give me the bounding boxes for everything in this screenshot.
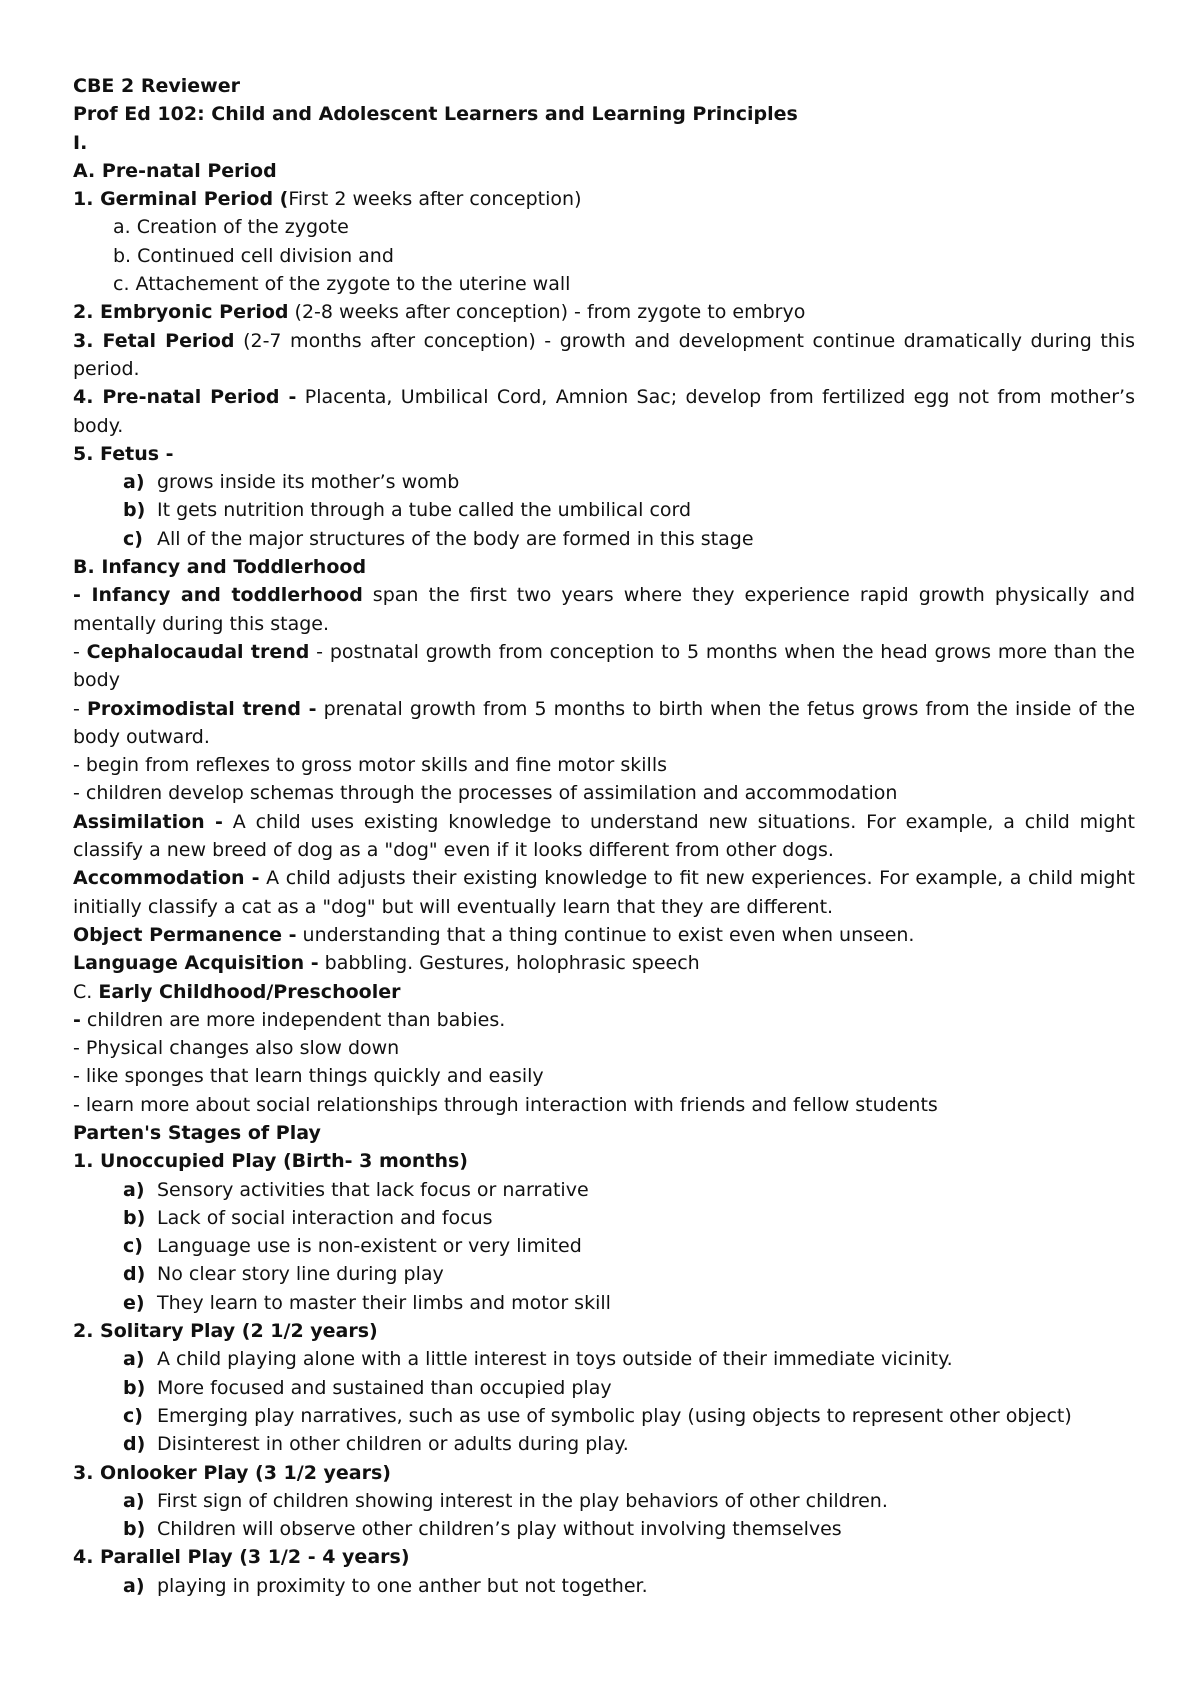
parten-stages bbox=[73, 1147, 1135, 1600]
item-text: Disinterest in other children or adults during play. bbox=[157, 1433, 629, 1456]
accommodation-paragraph bbox=[73, 864, 1135, 921]
assimilation-desc: A child uses existing knowledge to understand new situations. For example, a child might classify a new breed of dog as a "dog" even if it looks different from other dogs. bbox=[73, 810, 1135, 862]
germinal-item: c. Attachement of the zygote to the uterine wall bbox=[113, 273, 571, 296]
item-label: c) bbox=[123, 1404, 143, 1427]
item-label: c) bbox=[123, 527, 143, 550]
proximodistal-desc: prenatal growth from 5 months to birth when the fetus grows from the inside of the body outward. bbox=[73, 697, 1136, 748]
language-acquisition-term: Language Acquisition - bbox=[73, 952, 319, 975]
germinal-term: Germinal Period ( bbox=[100, 188, 289, 211]
stage-heading: 1. Unoccupied Play (Birth- 3 months) bbox=[73, 1150, 468, 1173]
germinal-desc: First 2 weeks after conception) bbox=[288, 188, 582, 211]
preschool-desc: children are more independent than babies. bbox=[80, 1008, 506, 1031]
item-label: a) bbox=[123, 1574, 145, 1597]
item-text: First sign of children showing interest in the play behaviors of other children. bbox=[157, 1489, 888, 1512]
item-text: Language use is non-existent or very limited bbox=[157, 1235, 582, 1258]
item-text: Lack of social interaction and focus bbox=[157, 1206, 493, 1229]
item-text: Emerging play narratives, such as use of symbolic play (using objects to represent other object) bbox=[157, 1404, 1072, 1427]
item-text: playing in proximity to one anther but not together. bbox=[157, 1574, 648, 1597]
item-label: c) bbox=[123, 1235, 143, 1258]
embryonic-desc: (2-8 weeks after conception) - from zygote to embryo bbox=[288, 301, 806, 324]
prenatal-desc: Placenta, Umbilical Cord, Amnion Sac; develop from fertilized egg not from mother’s body. bbox=[73, 386, 1135, 437]
fetal-term: 3. Fetal Period bbox=[73, 329, 235, 352]
fetus-item bbox=[73, 496, 1135, 524]
stage-item bbox=[73, 1572, 1135, 1600]
cephalocaudal-term: Cephalocaudal trend bbox=[86, 640, 310, 663]
stage-item bbox=[73, 1289, 1135, 1317]
item-label: a) bbox=[123, 1178, 145, 1201]
object-permanence-line bbox=[73, 921, 1135, 949]
item-text: Children will observe other children’s play without involving themselves bbox=[157, 1518, 842, 1541]
stage-item bbox=[73, 1232, 1135, 1260]
reflexes-line: - begin from reflexes to gross motor skills and fine motor skills bbox=[73, 754, 668, 777]
prenatal-period bbox=[73, 383, 1135, 440]
stage-item bbox=[73, 1260, 1135, 1288]
section-c-title bbox=[73, 978, 1135, 1006]
language-acquisition-line bbox=[73, 949, 1135, 977]
object-permanence-desc: understanding that a thing continue to exist even when unseen. bbox=[296, 923, 915, 946]
schemas-line: - children develop schemas through the processes of assimilation and accommodation bbox=[73, 782, 898, 805]
stage-item bbox=[73, 1374, 1135, 1402]
section-c-letter: C. bbox=[73, 980, 99, 1003]
preschool-line: - like sponges that learn things quickly and easily bbox=[73, 1065, 544, 1088]
infancy-paragraph bbox=[73, 581, 1135, 638]
fetal-period bbox=[73, 327, 1135, 384]
stage-item bbox=[73, 1345, 1135, 1373]
preschool-line bbox=[73, 1006, 1135, 1034]
embryonic-period bbox=[73, 298, 1135, 326]
germinal-item: b. Continued cell division and bbox=[113, 244, 394, 267]
infancy-term: - Infancy and toddlerhood bbox=[73, 584, 363, 607]
stage-item bbox=[73, 1402, 1135, 1430]
stage-heading: 4. Parallel Play (3 1/2 - 4 years) bbox=[73, 1546, 410, 1569]
cephalocaudal-desc: - postnatal growth from conception to 5 months when the head grows more than the body bbox=[73, 640, 1135, 692]
item-text: All of the major structures of the body are formed in this stage bbox=[157, 527, 754, 550]
assimilation-term: Assimilation - bbox=[73, 810, 223, 833]
bullet-dash: - bbox=[73, 697, 87, 720]
fetus-heading: 5. Fetus - bbox=[73, 442, 174, 465]
item-label: e) bbox=[123, 1291, 145, 1314]
bullet-dash: - bbox=[73, 1008, 81, 1031]
assimilation-paragraph bbox=[73, 808, 1135, 865]
object-permanence-term: Object Permanence - bbox=[73, 923, 297, 946]
section-b-title: B. Infancy and Toddlerhood bbox=[73, 556, 367, 579]
item-label: a) bbox=[123, 1489, 145, 1512]
germinal-item: a. Creation of the zygote bbox=[113, 216, 349, 239]
proximodistal-paragraph bbox=[73, 695, 1135, 752]
item-label: b) bbox=[123, 1518, 146, 1541]
fetal-desc: (2-7 months after conception) - growth and development continue dramatically during this period. bbox=[73, 329, 1135, 380]
doc-subtitle: Prof Ed 102: Child and Adolescent Learners and Learning Principles bbox=[73, 103, 798, 126]
parten-title: Parten's Stages of Play bbox=[73, 1121, 321, 1144]
preschool-line: - learn more about social relationships through interaction with friends and fellow students bbox=[73, 1093, 938, 1116]
preschool-line: - Physical changes also slow down bbox=[73, 1037, 400, 1060]
stage-item bbox=[73, 1176, 1135, 1204]
item-text: Sensory activities that lack focus or narrative bbox=[157, 1178, 589, 1201]
item-text: grows inside its mother’s womb bbox=[157, 471, 460, 494]
language-acquisition-desc: babbling. Gestures, holophrasic speech bbox=[318, 952, 700, 975]
section-c-term: Early Childhood/Preschooler bbox=[98, 980, 401, 1003]
cephalocaudal-paragraph bbox=[73, 638, 1135, 695]
accommodation-desc: A child adjusts their existing knowledge to fit new experiences. For example, a child might initially classify a cat as a "dog" but will eventually learn that they are different. bbox=[73, 867, 1135, 918]
fetus-item bbox=[73, 468, 1135, 496]
doc-title: CBE 2 Reviewer bbox=[73, 75, 240, 97]
stage-item bbox=[73, 1515, 1135, 1543]
section-a-title: A. Pre-natal Period bbox=[73, 159, 277, 182]
item-label: d) bbox=[123, 1433, 146, 1456]
stage-item bbox=[73, 1204, 1135, 1232]
germinal-period bbox=[73, 185, 1135, 213]
item-label: b) bbox=[123, 1206, 146, 1229]
prenatal-term: 4. Pre-natal Period - bbox=[73, 386, 297, 409]
item-text: More focused and sustained than occupied play bbox=[157, 1376, 612, 1399]
item-label: b) bbox=[123, 1376, 146, 1399]
item-text: They learn to master their limbs and motor skill bbox=[157, 1291, 611, 1314]
stage-heading: 2. Solitary Play (2 1/2 years) bbox=[73, 1320, 378, 1343]
infancy-desc: span the first two years where they experience rapid growth physically and mentally during this stage. bbox=[73, 584, 1136, 635]
item-label: b) bbox=[123, 499, 146, 522]
stage-heading: 3. Onlooker Play (3 1/2 years) bbox=[73, 1461, 391, 1484]
embryonic-term: 2. Embryonic Period bbox=[73, 301, 289, 324]
section-roman-numeral: I. bbox=[73, 131, 88, 154]
item-text: It gets nutrition through a tube called the umbilical cord bbox=[157, 499, 692, 522]
item-label: d) bbox=[123, 1263, 146, 1286]
item-label: a) bbox=[123, 1348, 145, 1371]
document-page bbox=[73, 72, 1135, 1600]
item-text: No clear story line during play bbox=[157, 1263, 444, 1286]
stage-item bbox=[73, 1487, 1135, 1515]
proximodistal-term: Proximodistal trend - bbox=[86, 697, 317, 720]
fetus-item bbox=[73, 525, 1135, 553]
accommodation-term: Accommodation - bbox=[73, 867, 260, 890]
germinal-num: 1. bbox=[73, 188, 101, 211]
stage-item bbox=[73, 1430, 1135, 1458]
item-text: A child playing alone with a little interest in toys outside of their immediate vicinity. bbox=[157, 1348, 953, 1371]
bullet-dash: - bbox=[73, 640, 87, 663]
item-label: a) bbox=[123, 471, 145, 494]
